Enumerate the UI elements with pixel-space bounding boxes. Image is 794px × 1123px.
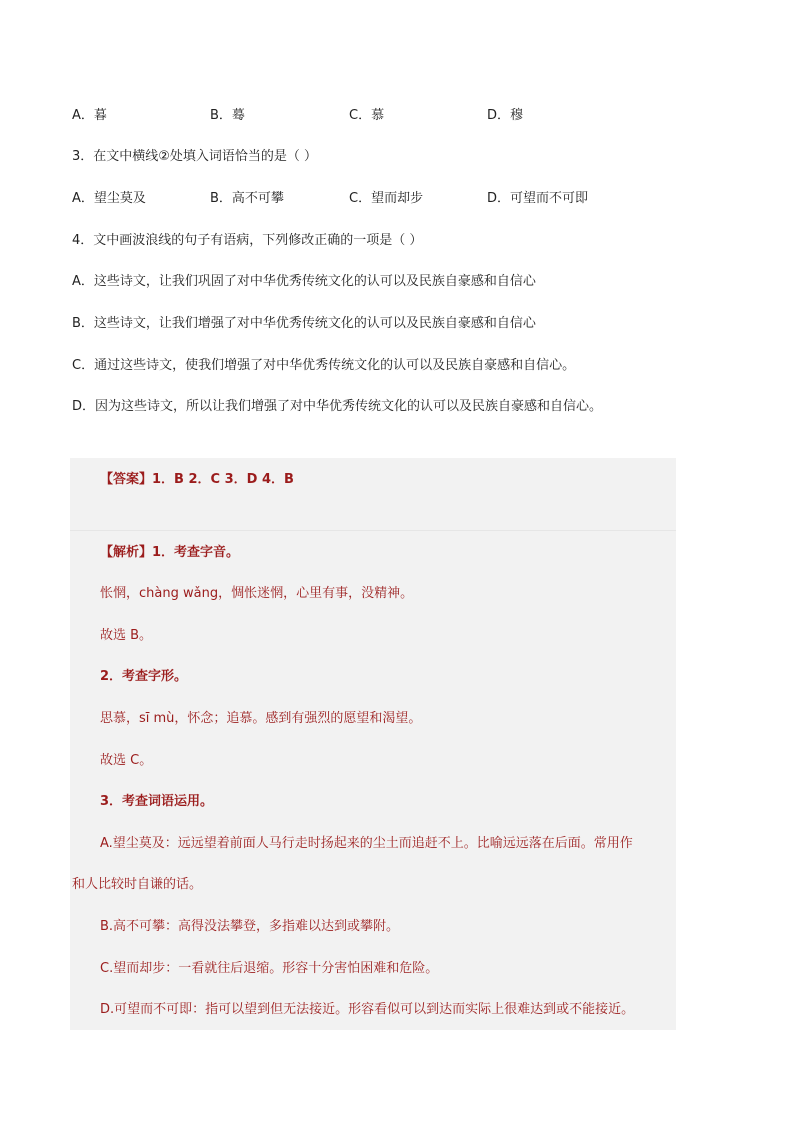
q3-option-d: D．可望而不可即 — [487, 191, 589, 206]
analysis-line: D.可望而不可即：指可以望到但无法接近。形容看似可以到达而实际上很难达到或不能接近。 — [100, 1002, 635, 1017]
q4-option-d: D．因为这些诗文，所以让我们增强了对中华优秀传统文化的认可以及民族自豪感和自信心。 — [72, 399, 603, 414]
panel-divider — [70, 530, 676, 531]
q3-option-c: C．望而却步 — [349, 191, 424, 206]
analysis-line: 故选 C。 — [100, 753, 153, 768]
analysis-heading: 【解析】1．考查字音。 — [100, 545, 240, 560]
q3-stem: 3．在文中横线②处填入词语恰当的是（ ） — [72, 149, 318, 164]
q4-option-c: C．通过这些诗文，使我们增强了对中华优秀传统文化的认可以及民族自豪感和自信心。 — [72, 358, 576, 373]
q4-option-a: A．这些诗文，让我们巩固了对中华优秀传统文化的认可以及民族自豪感和自信心 — [72, 274, 536, 289]
analysis-line: B.高不可攀：高得没法攀登，多指难以达到或攀附。 — [100, 919, 400, 934]
analysis-line: 故选 B。 — [100, 628, 153, 643]
answer-line: 【答案】1．B 2．C 3．D 4．B — [100, 472, 294, 487]
analysis-line: 3．考查词语运用。 — [100, 794, 214, 809]
analysis-line: 怅惘，chàng wǎng，惆怅迷惘，心里有事，没精神。 — [100, 586, 414, 601]
q3-option-a: A．望尘莫及 — [72, 191, 146, 206]
analysis-line: 2．考查字形。 — [100, 669, 188, 684]
q2-option-c: C．慕 — [349, 108, 385, 123]
q2-option-b: B．蓦 — [210, 108, 245, 123]
q4-stem: 4．文中画波浪线的句子有语病，下列修改正确的一项是（ ） — [72, 233, 423, 248]
q2-option-a: A．暮 — [72, 108, 107, 123]
q4-option-b: B．这些诗文，让我们增强了对中华优秀传统文化的认可以及民族自豪感和自信心 — [72, 316, 536, 331]
analysis-line: C.望而却步：一看就往后退缩。形容十分害怕困难和危险。 — [100, 961, 439, 976]
q3-option-b: B．高不可攀 — [210, 191, 284, 206]
analysis-line: 思慕，sī mù，怀念；追慕。感到有强烈的愿望和渴望。 — [100, 711, 422, 726]
q2-option-d: D．穆 — [487, 108, 524, 123]
answer-analysis-panel — [70, 458, 676, 1030]
analysis-line: A.望尘莫及：远远望着前面人马行走时扬起来的尘土而追赶不上。比喻远远落在后面。常用作 — [100, 836, 633, 851]
analysis-line: 和人比较时自谦的话。 — [72, 877, 203, 892]
